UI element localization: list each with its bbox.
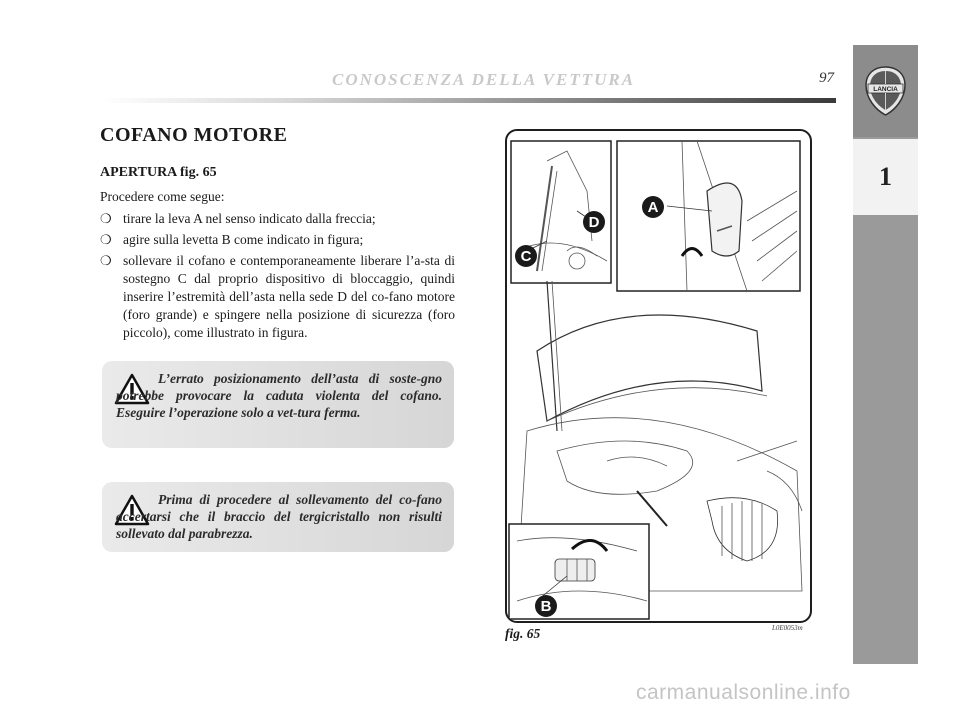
step-item bbox=[100, 231, 455, 249]
step-item bbox=[100, 252, 455, 342]
bullet-icon: ❍ bbox=[100, 232, 112, 247]
callout-d: D bbox=[583, 211, 605, 233]
chapter-side-tab bbox=[853, 45, 918, 664]
intro-text: Procedere come segue: bbox=[100, 189, 225, 204]
header-rule bbox=[100, 98, 836, 103]
subsection-title: APERTURA fig. 65 bbox=[100, 165, 217, 180]
step-item bbox=[100, 210, 455, 228]
section-title: COFANO MOTORE bbox=[100, 124, 288, 146]
steps-list bbox=[100, 210, 455, 345]
chapter-box bbox=[853, 139, 918, 215]
step-text: sollevare il cofano e contemporaneamente liberare l’a-sta di sostegno C dal proprio dispositivo di bloccaggio, quindi inserire l’estremità dell’asta nella sede D del co-fano motore (foro grande) e spingere nella posizione di sicurezza (foro piccolo), come illustrato in figura. bbox=[123, 253, 455, 340]
running-title: CONOSCENZA DELLA VETTURA bbox=[332, 70, 636, 89]
watermark: carmanualsonline.info bbox=[636, 681, 851, 704]
warning-text: Prima di procedere al sollevamento del co-fano accertarsi che il braccio del tergicristallo non risulti sollevato dal parabrezza. bbox=[116, 492, 442, 541]
callout-a: A bbox=[642, 196, 664, 218]
figure-caption: fig. 65 bbox=[505, 626, 541, 641]
step-text: tirare la leva A nel senso indicato dalla freccia; bbox=[123, 211, 376, 226]
callout-c: C bbox=[515, 245, 537, 267]
warning-text: L’errato posizionamento dell’asta di soste-gno potrebbe provocare la caduta violenta del cofano. Eseguire l’operazione solo a vet-tura ferma. bbox=[116, 371, 442, 420]
lancia-logo-icon bbox=[864, 65, 907, 117]
chapter-number: 1 bbox=[879, 162, 892, 191]
page-number: 97 bbox=[819, 70, 834, 86]
figure-illustration bbox=[505, 129, 812, 623]
svg-text:LANCIA: LANCIA bbox=[873, 86, 898, 93]
warning-box bbox=[102, 361, 454, 448]
step-text: agire sulla levetta B come indicato in figura; bbox=[123, 232, 364, 247]
callout-b: B bbox=[535, 595, 557, 617]
bullet-icon: ❍ bbox=[100, 253, 112, 268]
page-header bbox=[100, 68, 838, 94]
figure-code: L0E0053m bbox=[772, 624, 803, 632]
bullet-icon: ❍ bbox=[100, 211, 112, 226]
logo-box bbox=[853, 45, 918, 137]
warning-box bbox=[102, 482, 454, 552]
